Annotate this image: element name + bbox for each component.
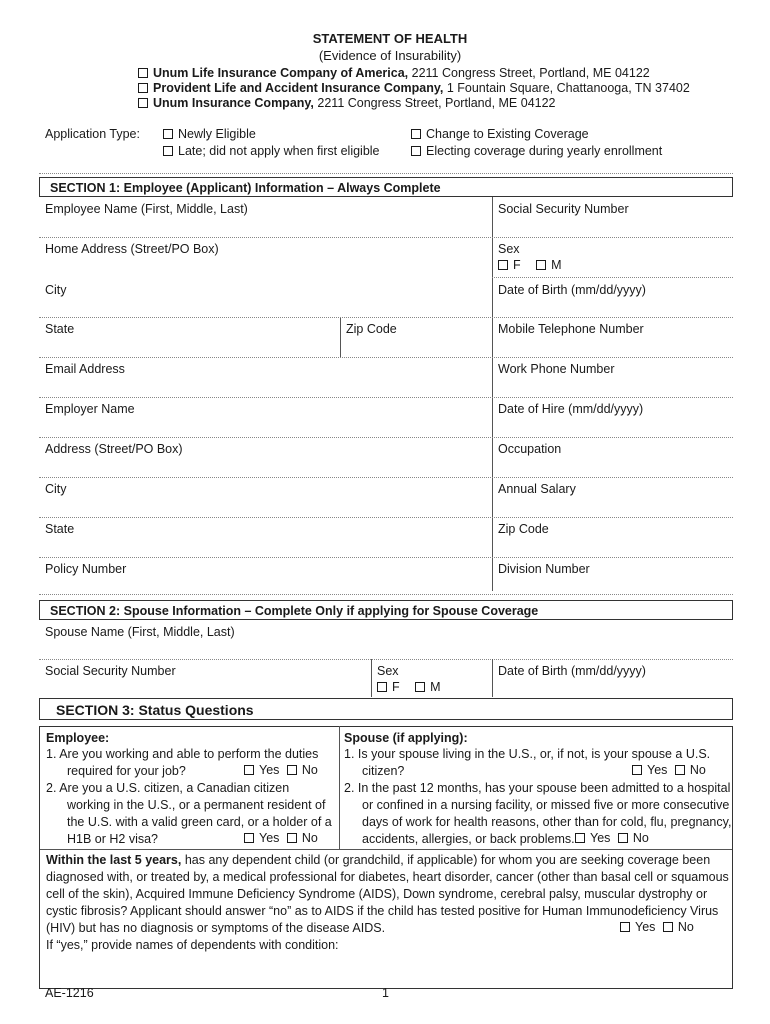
employee-name-field[interactable]: Employee Name (First, Middle, Last) [45, 202, 248, 216]
employee-q2-answer[interactable]: Yes No [244, 831, 318, 845]
apptype-change-coverage[interactable]: Change to Existing Coverage [411, 127, 589, 141]
employer-city-field[interactable]: City [45, 482, 67, 496]
checkbox-icon[interactable] [138, 68, 148, 78]
checkbox-icon[interactable] [498, 260, 508, 270]
column-divider [340, 317, 341, 357]
home-zip-field[interactable]: Zip Code [346, 322, 397, 336]
checkbox-icon[interactable] [632, 765, 642, 775]
row-line [39, 237, 733, 238]
column-divider [492, 197, 493, 591]
checkbox-icon[interactable] [244, 765, 254, 775]
checkbox-icon[interactable] [411, 146, 421, 156]
row-line [39, 659, 733, 660]
company-option-provident[interactable] [138, 81, 690, 95]
row-line [39, 397, 733, 398]
checkbox-icon[interactable] [575, 833, 585, 843]
spouse-q2-answer[interactable]: Yes No [575, 831, 649, 845]
dependent-question-line2: diagnosed with, or treated by, a medical professional for diabetes, heart disorder, cancer (other than basal cell or squamous [46, 870, 729, 884]
row-line [39, 557, 733, 558]
page-number: 1 [382, 986, 389, 1000]
company-name: Unum Life Insurance Company of America, [153, 66, 409, 80]
spouse-sex-options[interactable]: F M [377, 680, 441, 694]
spouse-sex-label: Sex [377, 664, 399, 678]
policy-number-field[interactable]: Policy Number [45, 562, 127, 576]
spouse-dob-field[interactable]: Date of Birth (mm/dd/yyyy) [498, 664, 646, 678]
checkbox-icon[interactable] [675, 765, 685, 775]
annual-salary-field[interactable]: Annual Salary [498, 482, 576, 496]
divider [39, 173, 733, 174]
form-id: AE-1216 [45, 986, 94, 1000]
row-line [39, 437, 733, 438]
employee-q1-line1: 1. Are you working and able to perform the duties [46, 747, 319, 761]
checkbox-icon[interactable] [377, 682, 387, 692]
row-line [39, 594, 733, 595]
apptype-yearly-enrollment[interactable]: Electing coverage during yearly enrollment [411, 144, 662, 158]
division-number-field[interactable]: Division Number [498, 562, 590, 576]
spouse-q2-line4: accidents, allergies, or back problems. [362, 832, 575, 846]
row-line [40, 849, 732, 850]
email-field[interactable]: Email Address [45, 362, 125, 376]
employee-q2-line4: H1B or H2 visa? [67, 832, 159, 846]
checkbox-icon[interactable] [620, 922, 630, 932]
dependent-answer[interactable]: Yes No [620, 920, 694, 934]
section3-header: SECTION 3: Status Questions [39, 698, 733, 720]
company-address: 2211 Congress Street, Portland, ME 04122 [408, 66, 650, 80]
employee-q2-line1: 2. Are you a U.S. citizen, a Canadian citizen [46, 781, 290, 795]
employer-name-field[interactable]: Employer Name [45, 402, 135, 416]
form-subtitle: (Evidence of Insurability) [318, 48, 462, 63]
checkbox-icon[interactable] [663, 922, 673, 932]
checkbox-icon[interactable] [287, 765, 297, 775]
row-line [39, 357, 733, 358]
employer-address-field[interactable]: Address (Street/PO Box) [45, 442, 183, 456]
employee-q1-line2: required for your job? [67, 764, 186, 778]
company-address: 2211 Congress Street, Portland, ME 04122 [313, 96, 556, 110]
checkbox-icon[interactable] [536, 260, 546, 270]
section1-header: SECTION 1: Employee (Applicant) Information – Always Complete [39, 177, 733, 197]
employee-dob-field[interactable]: Date of Birth (mm/dd/yyyy) [498, 283, 646, 297]
company-address: 1 Fountain Square, Chattanooga, TN 37402 [443, 81, 690, 95]
row-line [39, 517, 733, 518]
checkbox-icon[interactable] [138, 83, 148, 93]
spouse-q1-line1: 1. Is your spouse living in the U.S., or, if not, is your spouse a U.S. [344, 747, 711, 761]
checkbox-icon[interactable] [287, 833, 297, 843]
form-title: STATEMENT OF HEALTH [312, 31, 468, 46]
employer-state-field[interactable]: State [45, 522, 75, 536]
spouse-name-field[interactable]: Spouse Name (First, Middle, Last) [45, 625, 235, 639]
mobile-phone-field[interactable]: Mobile Telephone Number [498, 322, 644, 336]
spouse-questions-heading: Spouse (if applying): [344, 731, 468, 745]
employee-sex-label: Sex [498, 242, 520, 256]
dependent-question-line1: Within the last 5 years, has any dependent child (or grandchild, if applicable) for whom you are seeking coverage been [46, 853, 711, 867]
company-name: Unum Insurance Company, [153, 96, 314, 110]
dependent-names-field[interactable]: If “yes,” provide names of dependents with condition: [46, 938, 339, 952]
employee-q1-answer[interactable]: Yes No [244, 763, 318, 777]
spouse-q2-line3: days of work for health reasons, other than for cold, flu, pregnancy, [362, 815, 732, 829]
application-type-label: Application Type: [45, 127, 140, 141]
employee-sex-options[interactable]: F M [498, 258, 562, 272]
occupation-field[interactable]: Occupation [498, 442, 562, 456]
apptype-newly-eligible[interactable]: Newly Eligible [163, 127, 256, 141]
row-line [492, 277, 733, 278]
employee-q2-line2: working in the U.S., or a permanent resident of [67, 798, 326, 812]
spouse-q2-line2: or confined in a nursing facility, or missed five or more consecutive [362, 798, 730, 812]
company-name: Provident Life and Accident Insurance Company, [153, 81, 444, 95]
apptype-late[interactable]: Late; did not apply when first eligible [163, 144, 380, 158]
spouse-q1-answer[interactable]: Yes No [632, 763, 706, 777]
dependent-question-line5: (HIV) but has no diagnosis or symptoms of the disease AIDS. [46, 921, 386, 935]
dependent-question-line4: cystic fibrosis? Applicant should answer “no” as to AIDS if the child has tested positive for Human Immunodeficiency Virus [46, 904, 719, 918]
checkbox-icon[interactable] [618, 833, 628, 843]
checkbox-icon[interactable] [411, 129, 421, 139]
work-phone-field[interactable]: Work Phone Number [498, 362, 615, 376]
home-state-field[interactable]: State [45, 322, 75, 336]
row-line [39, 477, 733, 478]
company-option-unum-insurance[interactable] [138, 96, 556, 110]
hire-date-field[interactable]: Date of Hire (mm/dd/yyyy) [498, 402, 644, 416]
home-city-field[interactable]: City [45, 283, 67, 297]
column-divider [371, 659, 372, 697]
employer-zip-field[interactable]: Zip Code [498, 522, 549, 536]
column-divider [339, 726, 340, 849]
dependent-question-line3: cell of the skin), Acquired Immune Deficiency Syndrome (AIDS), Down syndrome, cerebral palsy, muscular dystrophy or [46, 887, 708, 901]
employee-q2-line3: the U.S. with a valid green card, or a holder of a [67, 815, 332, 829]
checkbox-icon[interactable] [163, 146, 173, 156]
spouse-q1-line2: citizen? [362, 764, 405, 778]
checkbox-icon[interactable] [163, 129, 173, 139]
spouse-q2-line1: 2. In the past 12 months, has your spouse been admitted to a hospital [344, 781, 731, 795]
checkbox-icon[interactable] [138, 98, 148, 108]
section2-header: SECTION 2: Spouse Information – Complete Only if applying for Spouse Coverage [39, 600, 733, 620]
company-option-unum-life[interactable] [138, 66, 650, 80]
employee-questions-heading: Employee: [46, 731, 110, 745]
checkbox-icon[interactable] [415, 682, 425, 692]
row-line [39, 317, 733, 318]
checkbox-icon[interactable] [244, 833, 254, 843]
home-address-field[interactable]: Home Address (Street/PO Box) [45, 242, 219, 256]
employee-ssn-field[interactable]: Social Security Number [498, 202, 629, 216]
spouse-ssn-field[interactable]: Social Security Number [45, 664, 176, 678]
column-divider [492, 659, 493, 697]
